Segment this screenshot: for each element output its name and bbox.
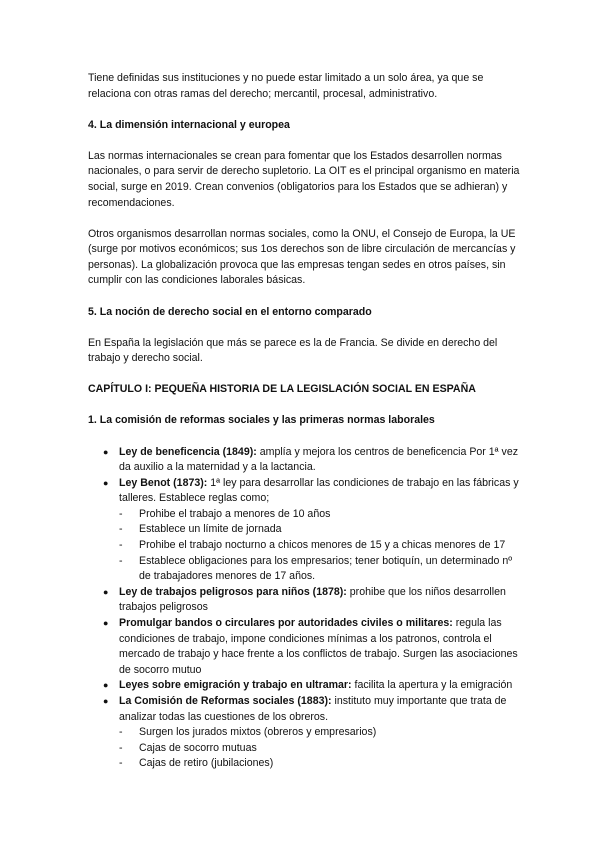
paragraph-intro: Tiene definidas sus instituciones y no puede estar limitado a un solo área, ya que se relaciona con otras ramas del derecho; mercantil, procesal, administrativo. (88, 72, 484, 100)
list-item (88, 476, 520, 585)
section-heading-5: 5. La noción de derecho social en el entorno comparado (88, 305, 372, 318)
section-heading-1: 1. La comisión de reformas sociales y las primeras normas laborales (88, 414, 435, 427)
bullet-text: facilita la apertura y la emigración (351, 679, 513, 692)
comision-sublist (119, 725, 520, 772)
list-item (88, 445, 520, 476)
paragraph-other-organisms: Otros organismos desarrollan normas sociales, como la ONU, el Consejo de Europa, la UE (surge por motivos económicos; sus 1os derechos son de libre circulación de mercancías y personas). La globalización provoca que las empresas tengan sedes en otros países, sin cumplir con las condiciones laborales básicas. (88, 227, 516, 287)
bullet-text: 1ª ley para desarrollar las condiciones de trabajo en las fábricas y talleres. Establece reglas como; (119, 476, 519, 505)
bullet-term: Ley Benot (1873): (119, 476, 208, 489)
sub-list-item: - Surgen los jurados mixtos (obreros y empresarios) (119, 725, 520, 741)
sub-list-item: - Prohibe el trabajo nocturno a chicos menores de 15 y a chicas menores de 17 (119, 538, 520, 554)
list-item (88, 678, 520, 694)
bullet-term: Ley de trabajos peligrosos para niños (1878): (119, 585, 347, 598)
sub-list-item: - Establece obligaciones para los empresarios; tener botiquín, un determinado nº de trabajadores menores de 17 años. (119, 554, 520, 585)
list-item (88, 585, 520, 616)
history-bullet-list (88, 445, 520, 772)
list-item (88, 694, 520, 772)
bullet-term: Leyes sobre emigración y trabajo en ultramar: (119, 679, 352, 692)
list-item (88, 616, 520, 678)
section-heading-4: 4. La dimensión internacional y europea (88, 118, 290, 131)
bullet-text: instituto muy importante que trata de analizar todas las cuestiones de los obreros. (119, 695, 507, 723)
bullet-term: Ley de beneficencia (1849): (119, 445, 257, 458)
paragraph-international-norms: Las normas internacionales se crean para fomentar que los Estados desarrollen normas nacionales, o para servir de derecho supletorio. La OIT es el principal organismo en materia social, surge en 2019. Crean convenios (obligatorios para los Estados que se adhieran) y recomendaciones. (88, 149, 520, 209)
benot-sublist (119, 507, 520, 585)
sub-list-item: - Establece un límite de jornada (119, 522, 520, 538)
sub-list-item: - Cajas de retiro (jubilaciones) (119, 756, 520, 772)
bullet-term: La Comisión de Reformas sociales (1883): (119, 695, 332, 707)
bullet-term: Promulgar bandos o circulares por autoridades civiles o militares: (119, 617, 453, 630)
paragraph-comparative: En España la legislación que más se parece es la de Francia. Se divide en derecho del trabajo y derecho social. (88, 336, 498, 365)
bullet-text: prohibe que los niños desarrollen trabajos peligrosos (119, 585, 506, 614)
sub-list-item: - Prohibe el trabajo a menores de 10 años (119, 507, 520, 523)
sub-list-item: - Cajas de socorro mutuas (119, 741, 520, 757)
chapter-title: CAPÍTULO I: PEQUEÑA HISTORIA DE LA LEGISLACIÓN SOCIAL EN ESPAÑA (88, 383, 476, 396)
bullet-text: regula las condiciones de trabajo, impone condiciones mínimas a los patronos, controla el mercado de trabajo y hace frente a los conflictos de trabajo. Surgen las asociaciones de socorro mutuo (119, 617, 518, 676)
bullet-text: amplía y mejora los centros de beneficencia Por 1ª vez da auxilio a la maternidad y a la lactancia. (119, 445, 519, 474)
